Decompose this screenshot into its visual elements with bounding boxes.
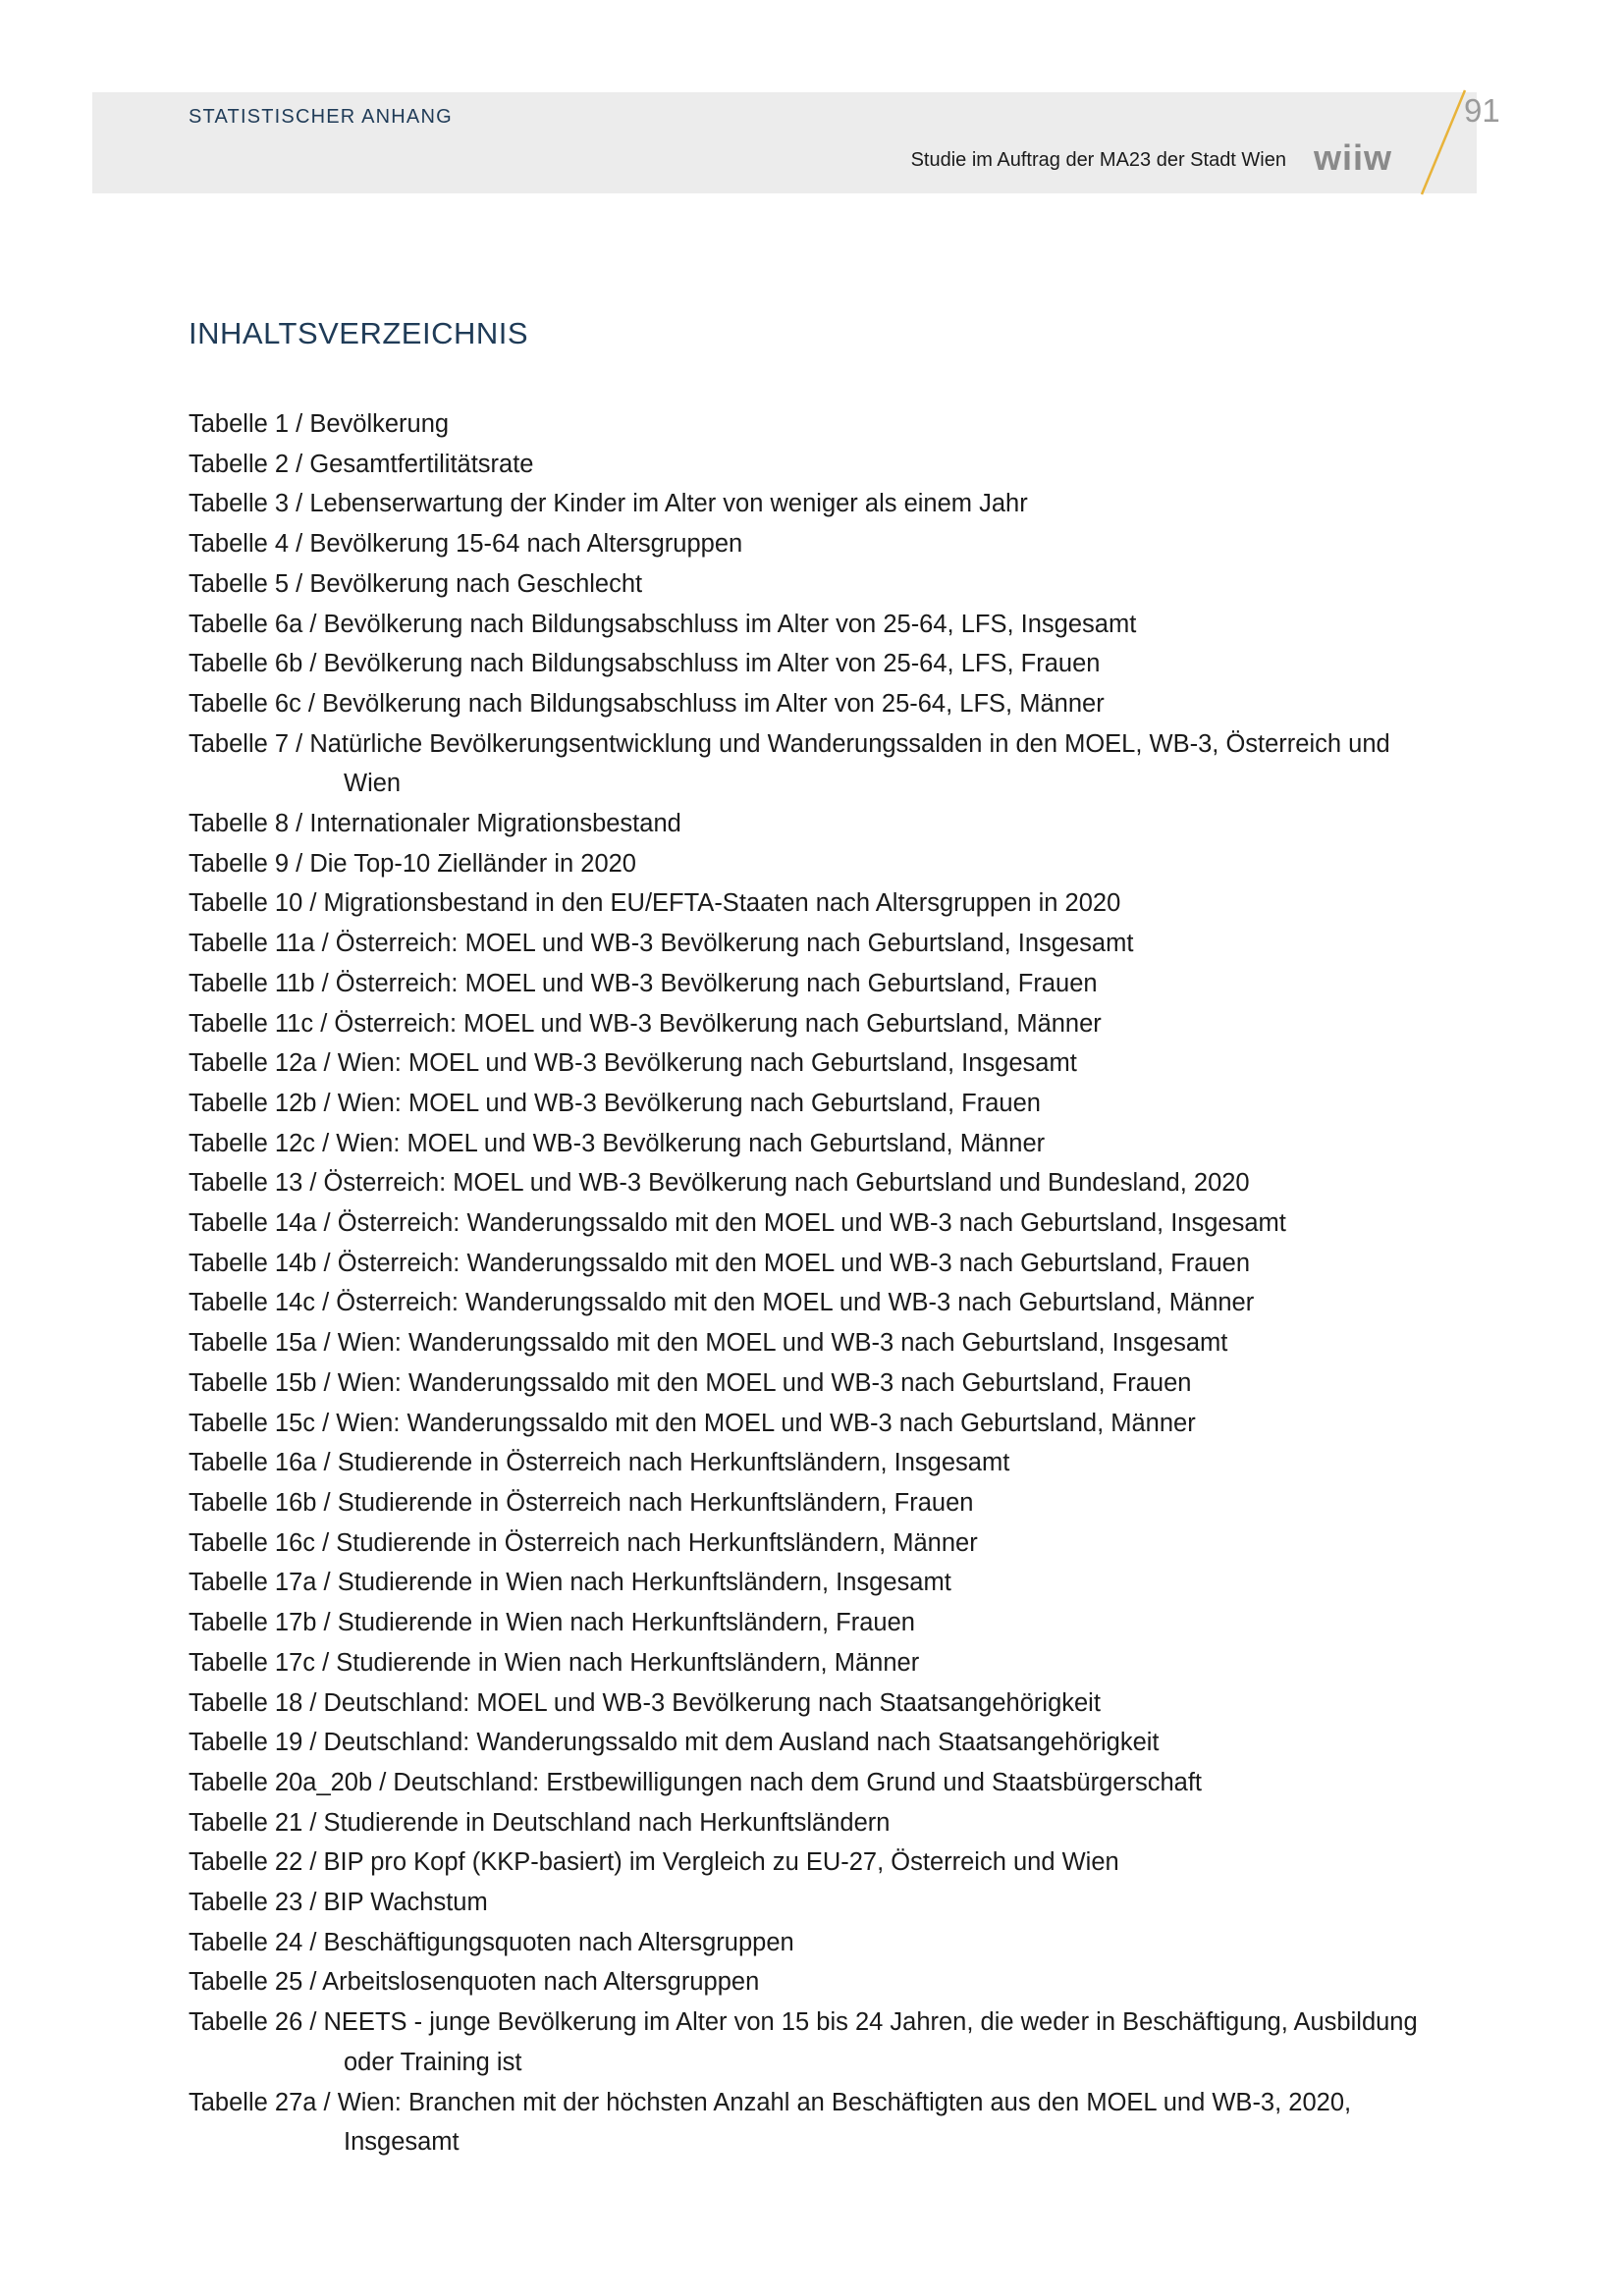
toc-entry[interactable]: Tabelle 10 / Migrationsbestand in den EU/EFTA-Staaten nach Altersgruppen in 2020 bbox=[189, 889, 1121, 918]
toc-entry[interactable]: Tabelle 20a_20b / Deutschland: Erstbewilligungen nach dem Grund und Staatsbürgerschaft bbox=[189, 1768, 1202, 1796]
toc-entry[interactable]: Tabelle 17b / Studierende in Wien nach Herkunftsländern, Frauen bbox=[189, 1609, 915, 1637]
toc-entry[interactable]: Tabelle 1 / Bevölkerung bbox=[189, 410, 450, 438]
toc-entry[interactable]: Tabelle 17c / Studierende in Wien nach Herkunftsländern, Männer bbox=[189, 1648, 920, 1677]
toc-entry[interactable]: Tabelle 26 / NEETS - junge Bevölkerung im Alter von 15 bis 24 Jahren, die weder in Beschäftigung, Ausbildung oder Training ist bbox=[189, 2008, 1418, 2076]
toc-entry[interactable]: Tabelle 27a / Wien: Branchen mit der höchsten Anzahl an Beschäftigten aus den MOEL und WB-3, 2020, Insgesamt bbox=[189, 2088, 1352, 2157]
toc-entry[interactable]: Tabelle 6a / Bevölkerung nach Bildungsabschluss im Alter von 25-64, LFS, Insgesamt bbox=[189, 610, 1137, 638]
toc-entry[interactable]: Tabelle 13 / Österreich: MOEL und WB-3 Bevölkerung nach Geburtsland und Bundesland, 2020 bbox=[189, 1169, 1250, 1198]
toc-entry[interactable]: Tabelle 15c / Wien: Wanderungssaldo mit den MOEL und WB-3 nach Geburtsland, Männer bbox=[189, 1409, 1196, 1437]
toc-entry[interactable]: Tabelle 11a / Österreich: MOEL und WB-3 Bevölkerung nach Geburtsland, Insgesamt bbox=[189, 930, 1134, 958]
toc-entry[interactable]: Tabelle 3 / Lebenserwartung der Kinder im Alter von weniger als einem Jahr bbox=[189, 490, 1028, 518]
toc-entry[interactable]: Tabelle 11c / Österreich: MOEL und WB-3 Bevölkerung nach Geburtsland, Männer bbox=[189, 1009, 1102, 1038]
toc-entry[interactable]: Tabelle 9 / Die Top-10 Zielländer in 2020 bbox=[189, 849, 636, 878]
toc-entry[interactable]: Tabelle 14b / Österreich: Wanderungssaldo mit den MOEL und WB-3 nach Geburtsland, Frauen bbox=[189, 1249, 1250, 1277]
toc-entry[interactable]: Tabelle 21 / Studierende in Deutschland nach Herkunftsländern bbox=[189, 1808, 891, 1837]
toc-entry[interactable]: Tabelle 16c / Studierende in Österreich nach Herkunftsländern, Männer bbox=[189, 1528, 978, 1557]
toc-entry[interactable]: Tabelle 18 / Deutschland: MOEL und WB-3 Bevölkerung nach Staatsangehörigkeit bbox=[189, 1688, 1101, 1717]
page-number: 91 bbox=[1464, 92, 1500, 129]
toc-entry[interactable]: Tabelle 16a / Studierende in Österreich nach Herkunftsländern, Insgesamt bbox=[189, 1449, 1010, 1477]
toc-entry[interactable]: Tabelle 14c / Österreich: Wanderungssaldo mit den MOEL und WB-3 nach Geburtsland, Männer bbox=[189, 1289, 1255, 1317]
toc-entry[interactable]: Tabelle 8 / Internationaler Migrationsbestand bbox=[189, 810, 681, 838]
toc-entry[interactable]: Tabelle 12a / Wien: MOEL und WB-3 Bevölkerung nach Geburtsland, Insgesamt bbox=[189, 1049, 1077, 1078]
toc-entry[interactable]: Tabelle 15b / Wien: Wanderungssaldo mit den MOEL und WB-3 nach Geburtsland, Frauen bbox=[189, 1368, 1192, 1397]
toc-entry[interactable]: Tabelle 16b / Studierende in Österreich nach Herkunftsländern, Frauen bbox=[189, 1488, 974, 1517]
toc-entry[interactable]: Tabelle 11b / Österreich: MOEL und WB-3 Bevölkerung nach Geburtsland, Frauen bbox=[189, 969, 1098, 997]
wiiw-logo: wiiw bbox=[1314, 137, 1393, 178]
study-label: Studie im Auftrag der MA23 der Stadt Wien bbox=[910, 149, 1286, 171]
toc-entry[interactable]: Tabelle 17a / Studierende in Wien nach Herkunftsländern, Insgesamt bbox=[189, 1569, 951, 1597]
toc-entry[interactable]: Tabelle 14a / Österreich: Wanderungssaldo mit den MOEL und WB-3 nach Geburtsland, Insgesamt bbox=[189, 1209, 1286, 1238]
toc-title: INHALTSVERZEICHNIS bbox=[189, 316, 529, 350]
toc-entry[interactable]: Tabelle 6c / Bevölkerung nach Bildungsabschluss im Alter von 25-64, LFS, Männer bbox=[189, 689, 1105, 718]
toc-entry[interactable]: Tabelle 23 / BIP Wachstum bbox=[189, 1889, 488, 1917]
toc-list bbox=[189, 404, 1426, 2163]
toc-entry[interactable]: Tabelle 12c / Wien: MOEL und WB-3 Bevölkerung nach Geburtsland, Männer bbox=[189, 1129, 1046, 1157]
section-label: STATISTISCHER ANHANG bbox=[189, 106, 453, 128]
toc-entry[interactable]: Tabelle 19 / Deutschland: Wanderungssaldo mit dem Ausland nach Staatsangehörigkeit bbox=[189, 1729, 1160, 1757]
toc-entry[interactable]: Tabelle 25 / Arbeitslosenquoten nach Altersgruppen bbox=[189, 1968, 760, 1997]
toc-entry[interactable]: Tabelle 6b / Bevölkerung nach Bildungsabschluss im Alter von 25-64, LFS, Frauen bbox=[189, 650, 1101, 678]
toc-entry[interactable]: Tabelle 5 / Bevölkerung nach Geschlecht bbox=[189, 569, 643, 598]
toc-entry[interactable]: Tabelle 12b / Wien: MOEL und WB-3 Bevölkerung nach Geburtsland, Frauen bbox=[189, 1089, 1041, 1117]
toc-entry[interactable]: Tabelle 4 / Bevölkerung 15-64 nach Altersgruppen bbox=[189, 530, 743, 559]
toc-entry[interactable]: Tabelle 15a / Wien: Wanderungssaldo mit den MOEL und WB-3 nach Geburtsland, Insgesamt bbox=[189, 1329, 1228, 1358]
toc-entry[interactable]: Tabelle 22 / BIP pro Kopf (KKP-basiert) im Vergleich zu EU-27, Österreich und Wien bbox=[189, 1848, 1119, 1877]
toc-entry[interactable]: Tabelle 2 / Gesamtfertilitätsrate bbox=[189, 450, 534, 478]
toc-entry[interactable]: Tabelle 24 / Beschäftigungsquoten nach Altersgruppen bbox=[189, 1928, 794, 1956]
toc-entry[interactable]: Tabelle 7 / Natürliche Bevölkerungsentwicklung und Wanderungssalden in den MOEL, WB-3, Österreich und Wien bbox=[189, 729, 1390, 798]
